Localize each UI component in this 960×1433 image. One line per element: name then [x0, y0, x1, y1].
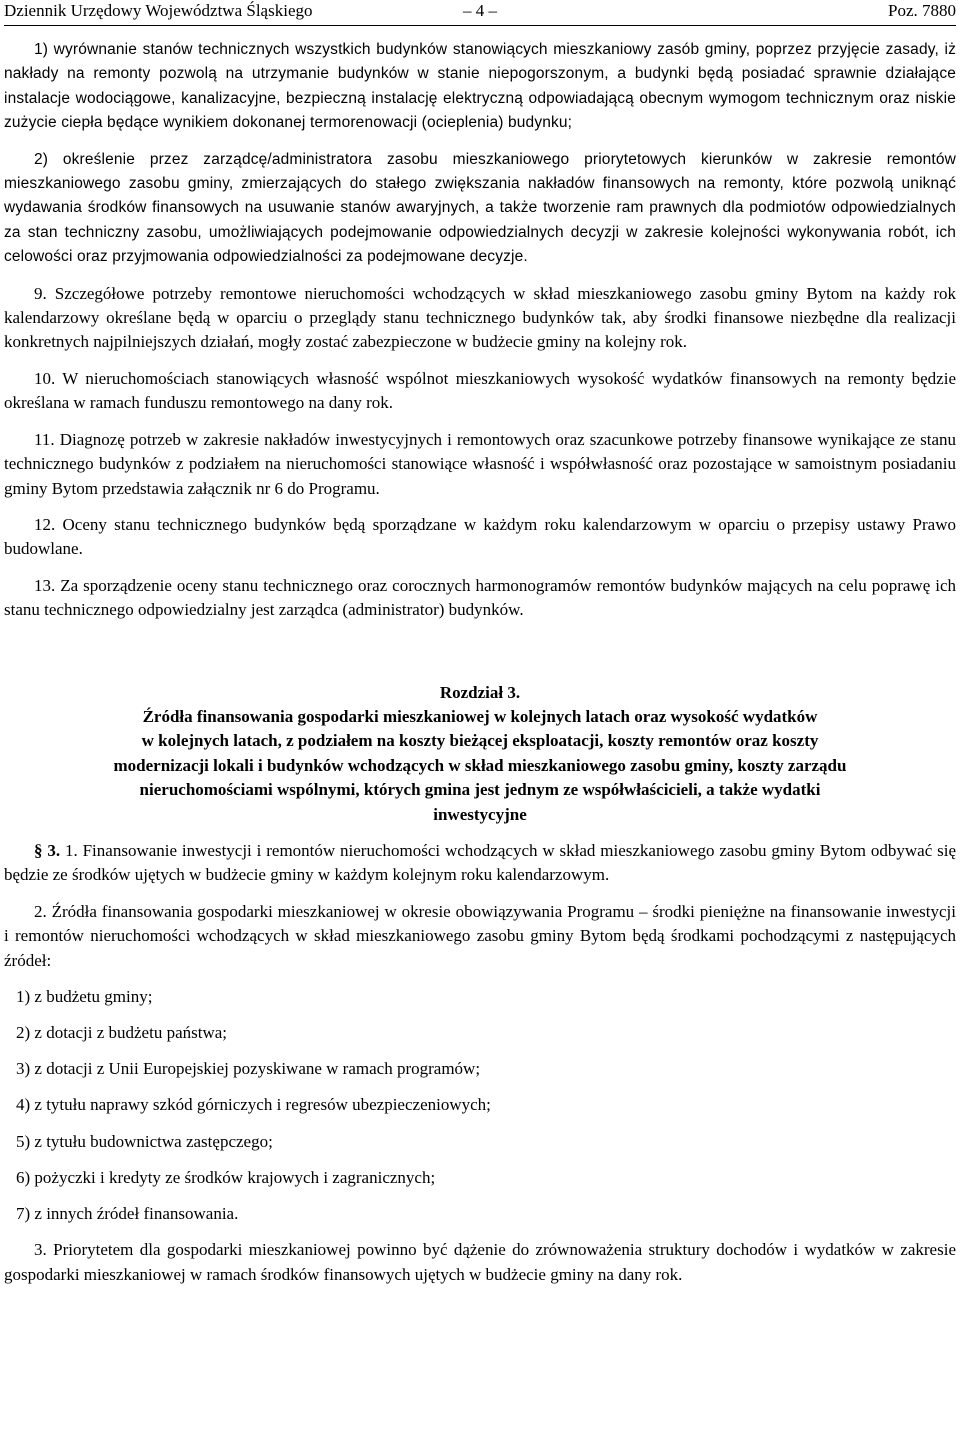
list-item: 5) z tytułu budownictwa zastępczego; [16, 1131, 273, 1151]
section-mark: § 3. [34, 840, 61, 860]
document-body [4, 38, 956, 1287]
list-item: 3) z dotacji z Unii Europejskiej pozyskiwane w ramach programów; [16, 1059, 481, 1079]
section-3-para-3: 3. Priorytetem dla gospodarki mieszkaniowej powinno być dążenie do zrównoważenia struktury dochodów i wydatków w zakresie gospodarki mieszkaniowej w ramach środków finansowych ujętych w budżecie gminy na dany rok. [4, 1240, 956, 1284]
list-item-1: 1) wyrównanie stanów technicznych wszystkich budynków stanowiących mieszkaniowy zasób gminy, poprzez przyjęcie zasady, iż nakłady na remonty pozwolą na utrzymanie budynków w stanie niepogorszonym, a budynki będą posiadać sprawnie działające instalacje wodociągowe, kanalizacyjne, bezpieczną instalację elektryczną odpowiadającą obecnym wymogom technicznym oraz niskie zużycie ciepła będące wynikiem dokonanej termorenowacji (ocieplenia) budynku; [4, 41, 956, 132]
list-item: 6) pożyczki i kredyty ze środków krajowych i zagranicznych; [16, 1167, 436, 1187]
section-3-para-1 [4, 839, 956, 888]
paragraph-13: 13. Za sporządzenie oceny stanu technicznego oraz corocznych harmonogramów remontów budynków mających na celu poprawę ich stanu technicznego odpowiedzialny jest zarządca (administrator) budynków. [4, 575, 956, 620]
page-header [4, 0, 956, 26]
section-3-para-2: 2. Źródła finansowania gospodarki mieszkaniowej w okresie obowiązywania Programu – środki pieniężne na finansowanie inwestycji i remontów nieruchomości wchodzących w skład mieszkaniowego zasobu gminy Bytom będą środkami pochodzącymi z następujących źródeł: [4, 901, 956, 970]
chapter-label: Rozdział 3. [439, 682, 521, 702]
list-item: 7) z innych źródeł finansowania. [16, 1204, 239, 1224]
page-number: – 4 – [463, 1, 497, 20]
journal-name: Dziennik Urzędowy Województwa Śląskiego [4, 1, 313, 20]
list-item-2: 2) określenie przez zarządcę/administratora zasobu mieszkaniowego priorytetowych kierunków w zakresie remontów mieszkaniowego zasobu gminy, zmierzających do stałego zwiększania nakładów finansowych na remonty, które pozwolą uniknąć wydawania środków finansowych na usuwanie stanów awaryjnych, a także tworzenie ram prawnych dla podmiotów odpowiedzialnych za stan techniczny zasobu, umożliwiających podejmowanie odpowiedzialnych decyzji w zakresie kolejności wykonywania robót, ich celowości oraz przyjmowania odpowiedzialności za podejmowane decyzje. [4, 150, 956, 266]
chapter-title-line: w kolejnych latach, z podziałem na koszty bieżącej eksploatacji, koszty remontów oraz koszty [141, 731, 819, 751]
list-item: 4) z tytułu naprawy szkód górniczych i regresów ubezpieczeniowych; [16, 1095, 491, 1115]
chapter-title-line: inwestycyjne [433, 804, 527, 824]
paragraph-11: 11. Diagnozę potrzeb w zakresie nakładów inwestycyjnych i remontowych oraz szacunkowe potrzeby finansowe wynikające ze stanu technicznego budynków z podziałem na nieruchomości stanowiące własność i współwłasność oraz pozostające w samoistnym posiadaniu gminy Bytom przedstawia załącznik nr 6 do Programu. [4, 429, 956, 498]
chapter-title-line: modernizacji lokali i budynków wchodzących w skład mieszkaniowego zasobu gminy, koszty zarządu [113, 755, 847, 775]
paragraph-10: 10. W nieruchomościach stanowiących własność wspólnot mieszkaniowych wysokość wydatków finansowych na remonty będzie określana w ramach funduszu remontowego na dany rok. [4, 368, 956, 413]
chapter-title-line: nieruchomościami wspólnymi, których gmina jest jednym ze współwłaścicieli, a także wydatki [139, 780, 821, 800]
chapter-title-line: Źródła finansowania gospodarki mieszkaniowej w kolejnych latach oraz wysokość wydatków [142, 706, 818, 726]
paragraph-9: 9. Szczegółowe potrzeby remontowe nieruchomości wchodzących w skład mieszkaniowego zasobu gminy Bytom na każdy rok kalendarzowy określane będą w oparciu o przeglądy stanu technicznego budynków tak, aby środki finansowe niezbędne dla realizacji konkretnych najpilniejszych działań, mogły zostać zabezpieczone w budżecie gminy na kolejny rok. [4, 283, 956, 352]
list-item: 1) z budżetu gminy; [16, 986, 153, 1006]
position-number: Poz. 7880 [888, 1, 956, 20]
section-3-text-1: 1. Finansowanie inwestycji i remontów nieruchomości wchodzących w skład mieszkaniowego zasobu gminy Bytom odbywać się będzie ze środków ujętych w budżecie gminy w każdym kolejnym roku kalendarzowym. [4, 840, 957, 885]
paragraph-12: 12. Oceny stanu technicznego budynków będą sporządzane w każdym roku kalendarzowym w oparciu o przepisy ustawy Prawo budowlane. [4, 514, 956, 559]
list-item: 2) z dotacji z budżetu państwa; [16, 1023, 228, 1042]
funding-sources-list [4, 985, 956, 1227]
